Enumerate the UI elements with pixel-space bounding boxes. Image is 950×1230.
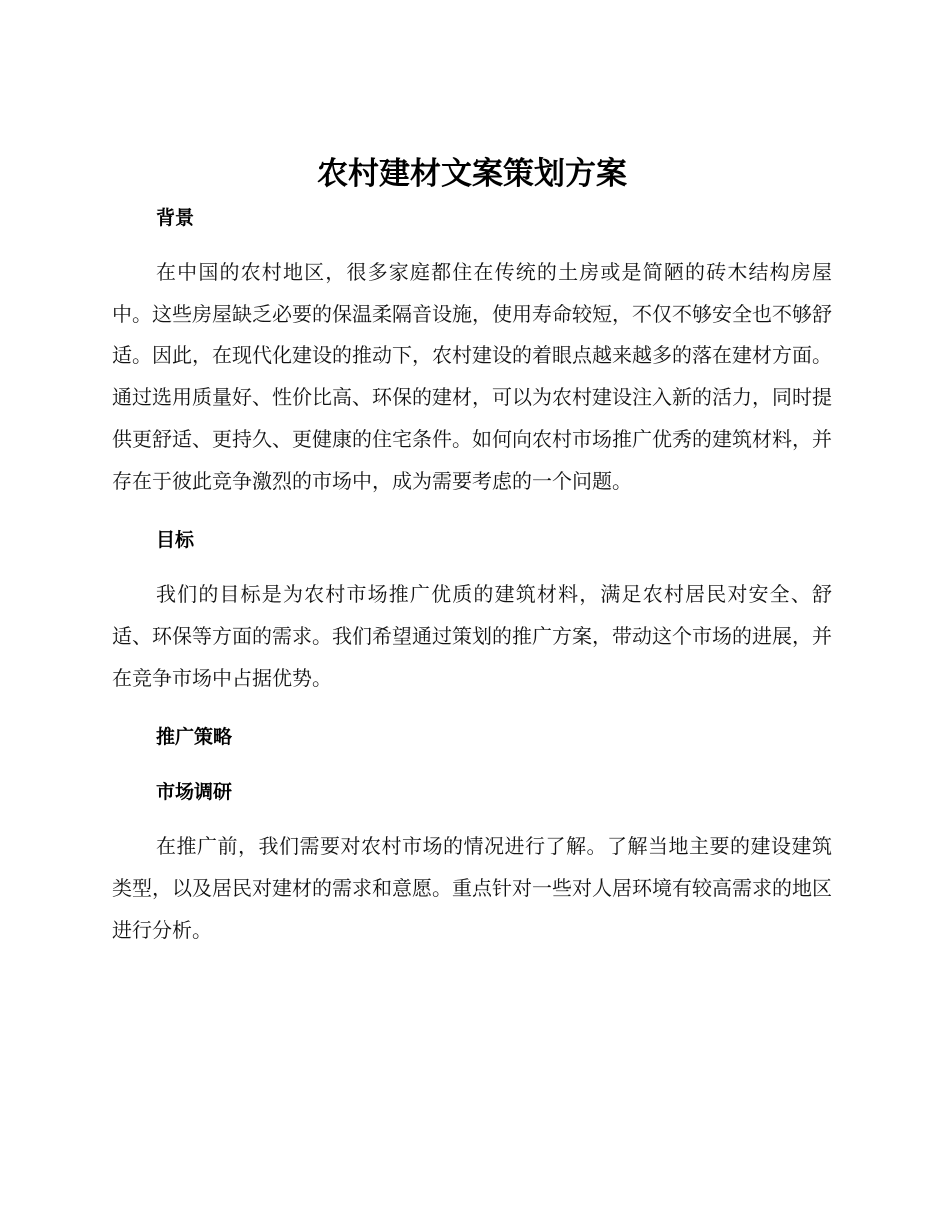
document-title: 农村建材文案策划方案 bbox=[317, 156, 627, 192]
paragraph-background: 在中国的农村地区，很多家庭都住在传统的土房或是简陋的砖木结构房屋中。这些房屋缺乏必要的保温柔隔音设施，使用寿命较短，不仅不够安全也不够舒适。因此，在现代化建设的推动下，农村建设的着眼点越来越多的落在建材方面。通过选用质量好、性价比高、环保的建材，可以为农村建设注入新的活力，同时提供更舒适、更持久、更健康的住宅条件。如何向农村市场推广优秀的建筑材料，并存在于彼此竞争激烈的市场中，成为需要考虑的一个问题。 bbox=[112, 260, 832, 493]
section-heading-market-research: 市场调研 bbox=[156, 781, 233, 804]
paragraph-market-research: 在推广前，我们需要对农村市场的情况进行了解。了解当地主要的建设建筑类型，以及居民对建材的需求和意愿。重点针对一些对人居环境有较高需求的地区进行分析。 bbox=[112, 834, 832, 942]
section-heading-promotion-strategy: 推广策略 bbox=[156, 726, 233, 749]
document-body bbox=[112, 150, 832, 951]
section-heading-goal: 目标 bbox=[156, 529, 195, 552]
section-heading-background: 背景 bbox=[156, 207, 195, 229]
paragraph-goal: 我们的目标是为农村市场推广优质的建筑材料，满足农村居民对安全、舒适、环保等方面的需求。我们希望通过策划的推广方案，带动这个市场的进展，并在竞争市场中占据优势。 bbox=[112, 582, 832, 690]
